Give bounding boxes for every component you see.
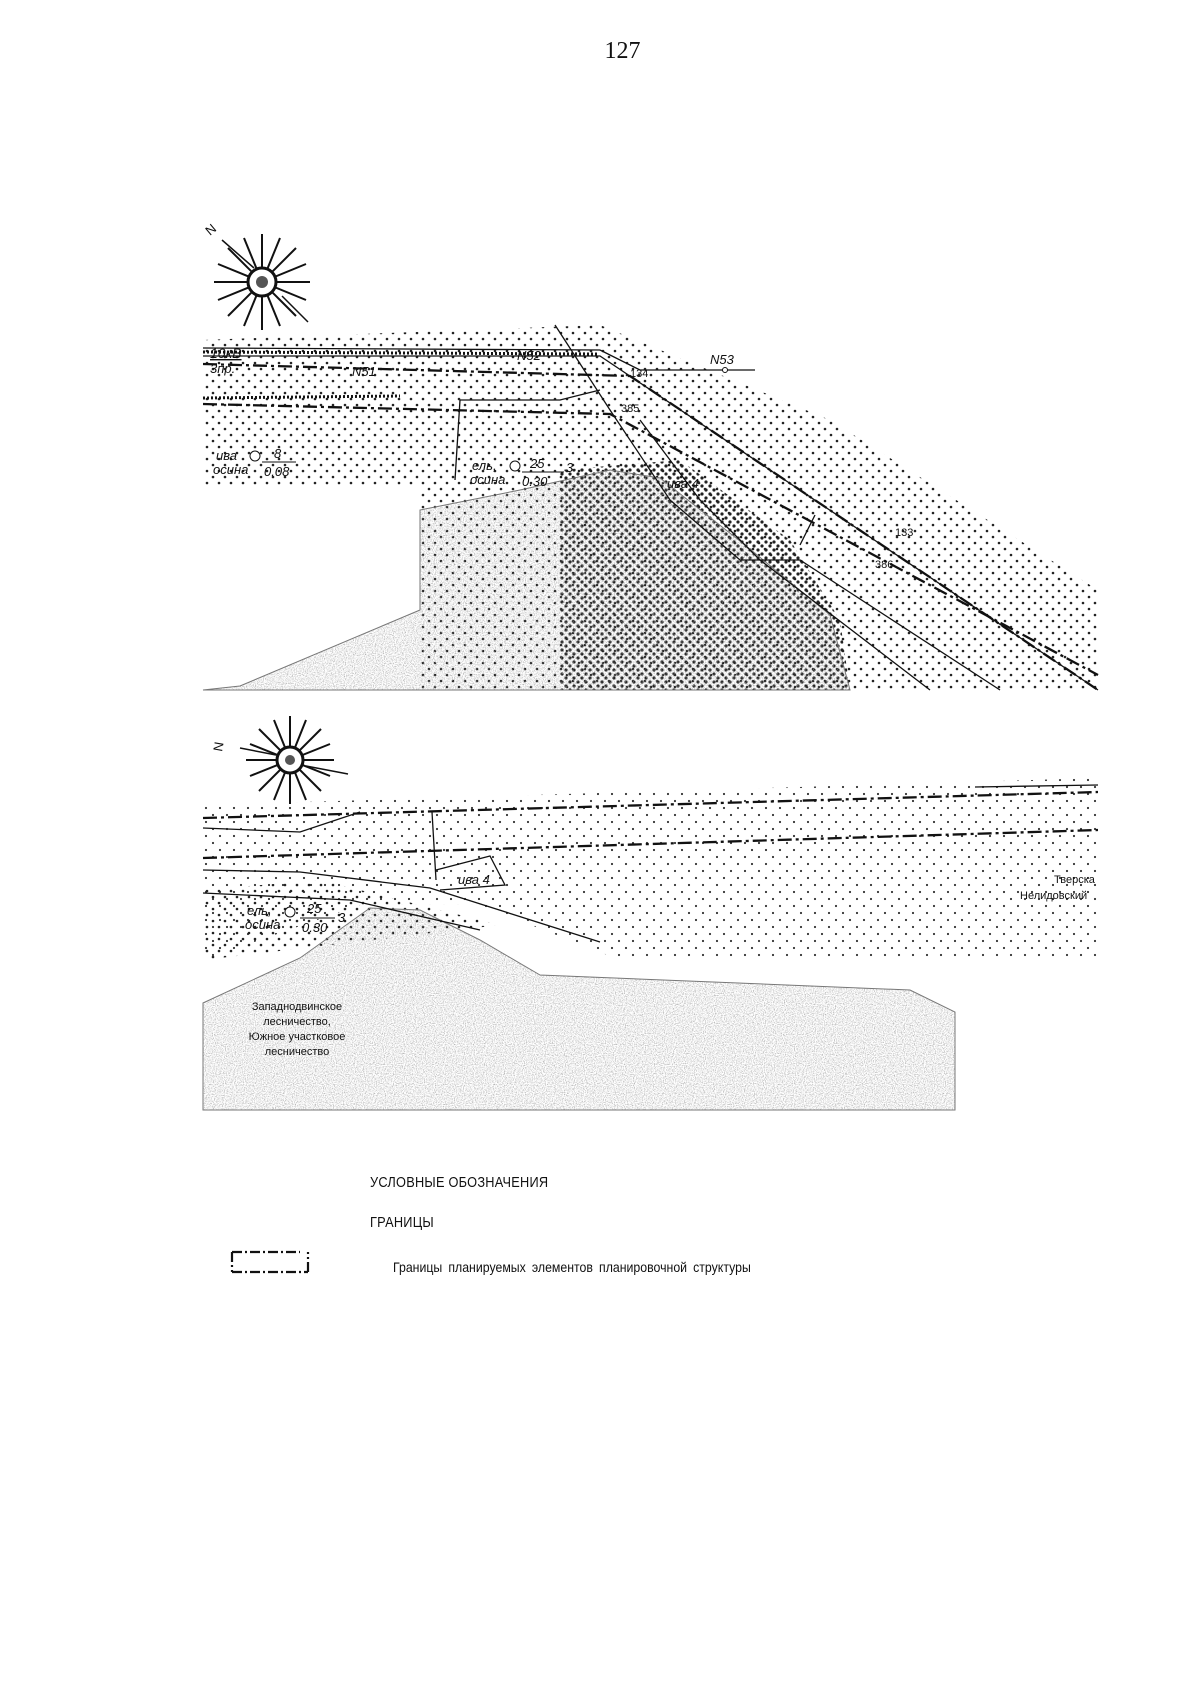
svg-text:N: N (210, 740, 227, 753)
svg-text:Западнодвинское: Западнодвинское (251, 1001, 343, 1013)
legend-title: УСЛОВНЫЕ ОБОЗНАЧЕНИЯ (370, 1174, 549, 1191)
svg-text:лесничество: лесничество (264, 1046, 330, 1058)
label-line-3pr: 3пр. (210, 361, 236, 376)
svg-text:Нелидовский: Нелидовский (1020, 890, 1088, 902)
label-n51: N51 (352, 364, 376, 379)
svg-text:N: N (202, 220, 220, 239)
svg-text:осина: осина (245, 917, 281, 932)
label-point-385: 385 (621, 403, 640, 415)
label-n52: N52 (517, 348, 541, 363)
svg-text:ель,: ель, (247, 903, 272, 918)
svg-text:0.08: 0.08 (264, 464, 290, 479)
compass-rose-icon (202, 221, 310, 330)
svg-text:3: 3 (338, 910, 346, 925)
map-top (202, 221, 1098, 690)
legend-item-boundaries: Границы планируемых элементов планировочной структуры (393, 1259, 751, 1275)
svg-text:25: 25 (530, 456, 545, 471)
svg-text:8: 8 (274, 446, 282, 461)
label-line-10kv: 10кВ (210, 345, 242, 361)
svg-text:ель,: ель, (472, 458, 497, 473)
label-point-386: 386 (875, 559, 894, 571)
svg-text:Тверска: Тверска (1054, 874, 1095, 886)
svg-text:лесничество,: лесничество, (263, 1016, 331, 1028)
compass-rose-icon (210, 716, 348, 804)
svg-text:ива: ива (216, 448, 237, 463)
svg-text:25: 25 (307, 901, 322, 916)
forest-stand-bottom-right: ива 4 (458, 872, 490, 887)
svg-text:Южное участковое: Южное участковое (248, 1031, 346, 1043)
map-bottom (203, 716, 1098, 1110)
label-point-134: 134 (630, 368, 649, 380)
legend-section-boundaries: ГРАНИЦЫ (370, 1214, 434, 1231)
label-n53: N53 (710, 352, 734, 367)
forest-stand-right: ива 4 (667, 476, 699, 491)
svg-text:осина: осина (470, 472, 506, 487)
page-number: 127 (604, 38, 641, 64)
legend-boundary-symbol-icon (232, 1252, 308, 1272)
svg-text:3: 3 (566, 460, 574, 475)
svg-text:0.30: 0.30 (302, 920, 328, 935)
svg-text:осина: осина (213, 462, 249, 477)
label-point-133: 133 (895, 527, 914, 539)
svg-text:0.30: 0.30 (522, 474, 548, 489)
